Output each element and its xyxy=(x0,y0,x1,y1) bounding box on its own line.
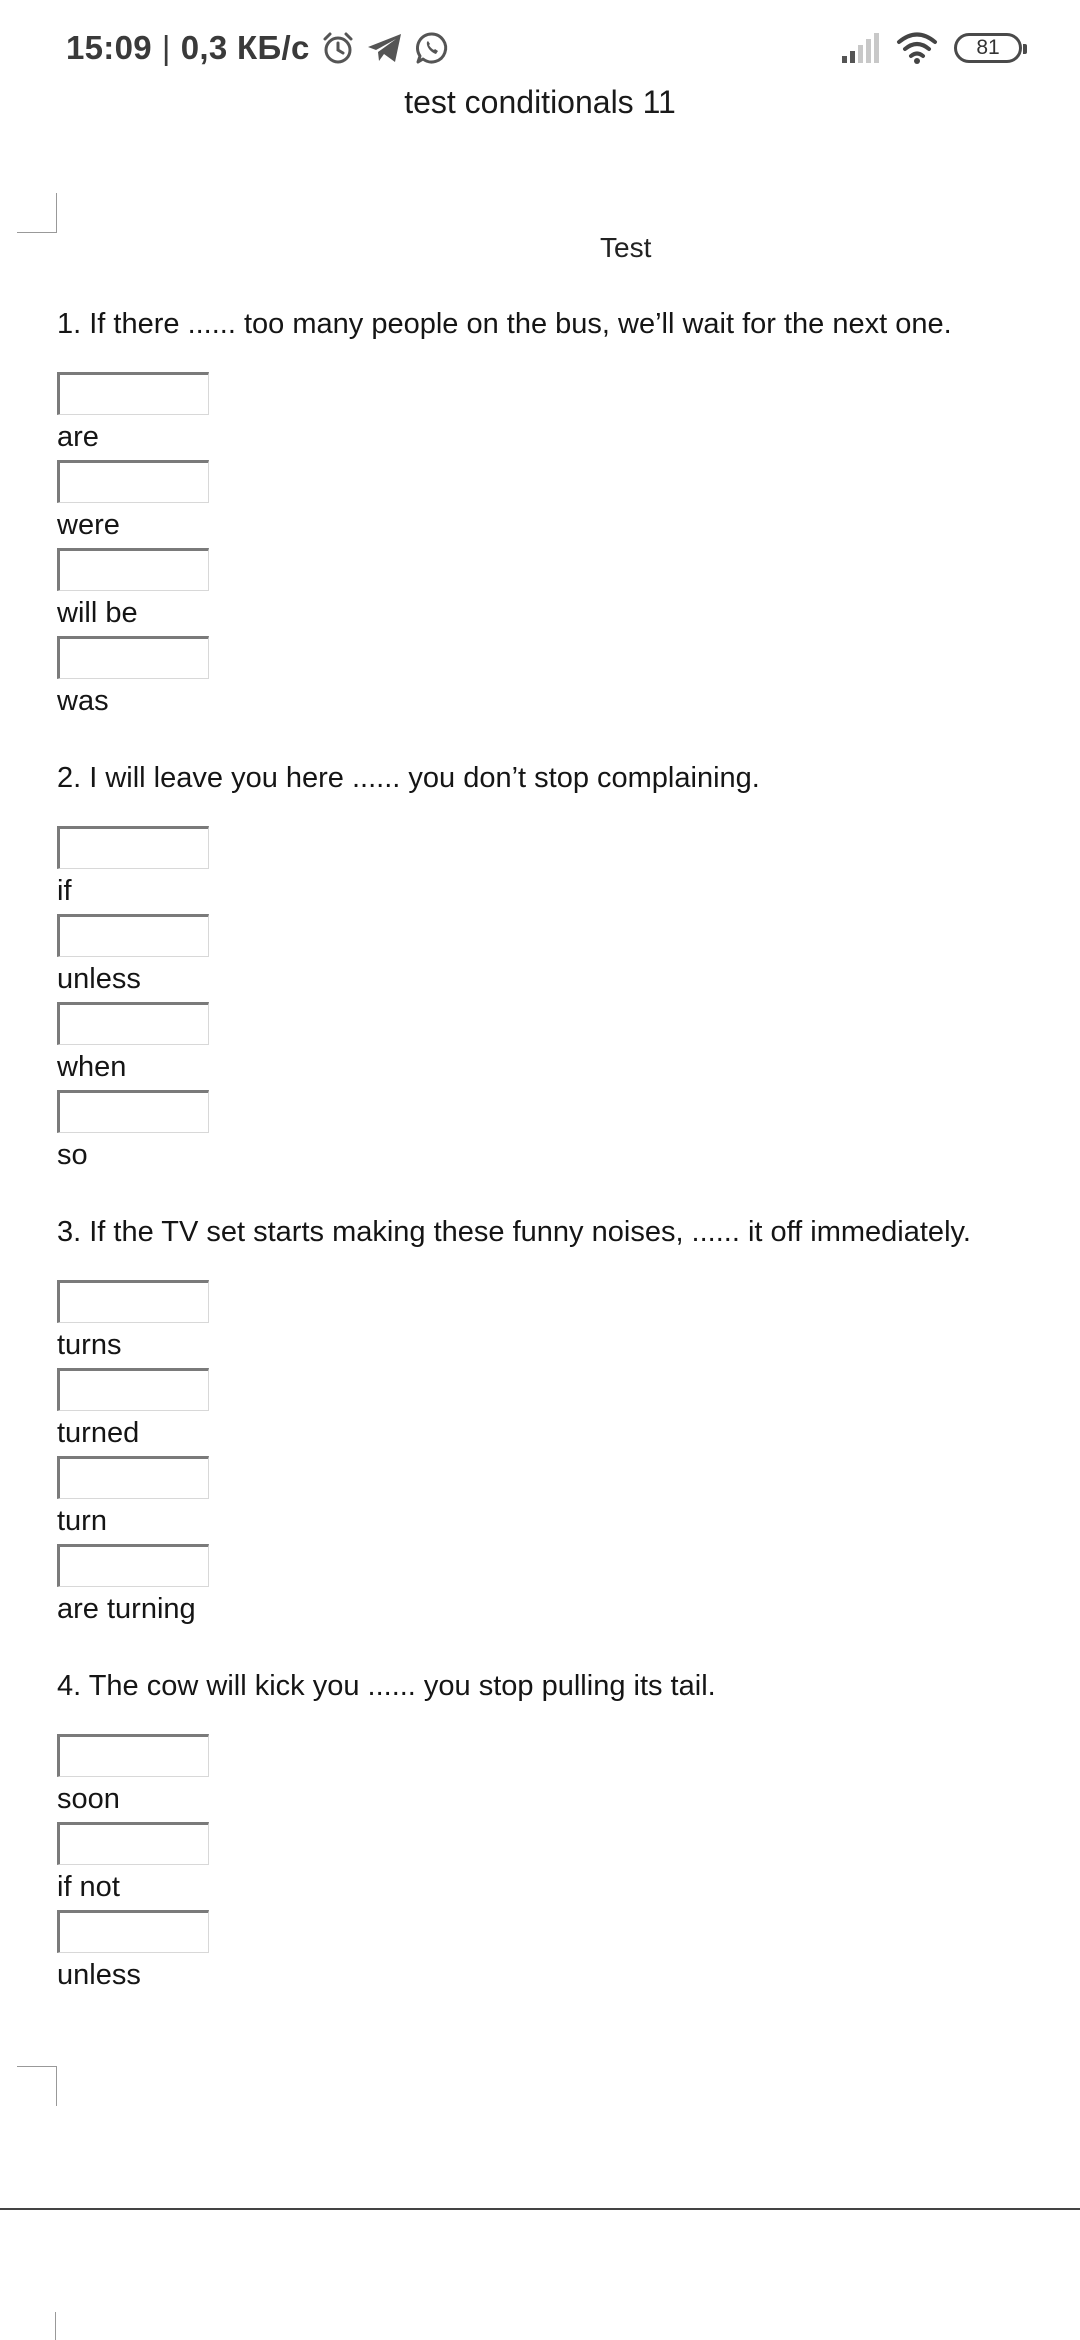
question-text: 3. If the TV set starts making these funny noises, ...... it off immediately. xyxy=(57,1216,971,1248)
option-label: turns xyxy=(57,1329,122,1361)
question-1 xyxy=(57,300,1072,724)
question-text: 1. If there ...... too many people on the bus, we’ll wait for the next one. xyxy=(57,308,952,340)
telegram-icon xyxy=(366,31,404,65)
option-label: if not xyxy=(57,1871,120,1903)
option xyxy=(57,826,1072,914)
question-text: 4. The cow will kick you ...... you stop pulling its tail. xyxy=(57,1670,716,1702)
answer-checkbox[interactable] xyxy=(57,826,209,869)
option-label: if xyxy=(57,875,72,907)
option-label: turned xyxy=(57,1417,140,1449)
status-separator: | xyxy=(161,29,171,66)
option-label: are turning xyxy=(57,1593,196,1625)
status-time: 15:09 xyxy=(66,29,152,66)
option xyxy=(57,372,1072,460)
option-label: so xyxy=(57,1139,88,1171)
option xyxy=(57,636,1072,724)
document-title: test conditionals 11 xyxy=(404,84,676,120)
wifi-icon xyxy=(896,31,938,65)
answer-checkbox[interactable] xyxy=(57,1280,209,1323)
option-label: are xyxy=(57,421,99,453)
option xyxy=(57,1910,1072,1998)
answer-checkbox[interactable] xyxy=(57,548,209,591)
page-divider xyxy=(0,2208,1080,2210)
option xyxy=(57,1002,1072,1090)
answer-checkbox[interactable] xyxy=(57,1734,209,1777)
answer-checkbox[interactable] xyxy=(57,1544,209,1587)
page-corner-mark-bottom xyxy=(17,2066,57,2106)
answer-checkbox[interactable] xyxy=(57,1002,209,1045)
option-label: will be xyxy=(57,597,138,629)
answer-checkbox[interactable] xyxy=(57,1910,209,1953)
status-left xyxy=(66,24,450,72)
option-label: soon xyxy=(57,1783,120,1815)
option xyxy=(57,1368,1072,1456)
options-list xyxy=(57,1280,1072,1632)
option-label: were xyxy=(57,509,120,541)
whatsapp-icon xyxy=(414,30,450,66)
answer-checkbox[interactable] xyxy=(57,372,209,415)
page-corner-mark-top xyxy=(17,193,57,233)
status-right xyxy=(840,24,1022,72)
signal-icon xyxy=(840,32,880,64)
option xyxy=(57,1734,1072,1822)
option-label: turn xyxy=(57,1505,107,1537)
test-content xyxy=(57,300,1072,2028)
answer-checkbox[interactable] xyxy=(57,1090,209,1133)
options-list xyxy=(57,826,1072,1178)
answer-checkbox[interactable] xyxy=(57,636,209,679)
alarm-icon xyxy=(320,30,356,66)
options-list xyxy=(57,372,1072,724)
option-label: was xyxy=(57,685,109,717)
next-page-corner-mark xyxy=(55,2312,56,2340)
question-text: 2. I will leave you here ...... you don’t stop complaining. xyxy=(57,762,760,794)
option-label: unless xyxy=(57,963,141,995)
answer-checkbox[interactable] xyxy=(57,1368,209,1411)
status-bar xyxy=(0,0,1080,96)
answer-checkbox[interactable] xyxy=(57,1822,209,1865)
screen: 15:09 | 0,3 КБ/с 81 test conditionals 11 Test 1. If there ...... too many people on the bus, we’ll wait for the next one. are were will be was 2. I will leave you here ...... you don’t stop complaining. if unless when so 3. If the TV set starts making these funny noises, ...... it off immediately. turns turned turn are turning 4. The cow will kick you ...... you stop pulling its tail. soon if not unless xyxy=(0,0,1080,2340)
question-2 xyxy=(57,754,1072,1178)
answer-checkbox[interactable] xyxy=(57,914,209,957)
option xyxy=(57,914,1072,1002)
question-4 xyxy=(57,1662,1072,1998)
options-list xyxy=(57,1734,1072,1998)
option xyxy=(57,548,1072,636)
battery-icon: 81 xyxy=(954,33,1022,63)
option-label: unless xyxy=(57,1959,141,1991)
option xyxy=(57,1280,1072,1368)
option xyxy=(57,1544,1072,1632)
answer-checkbox[interactable] xyxy=(57,460,209,503)
option xyxy=(57,1090,1072,1178)
question-3 xyxy=(57,1208,1072,1632)
network-speed: 0,3 КБ/с xyxy=(180,29,310,66)
option xyxy=(57,1456,1072,1544)
option xyxy=(57,1822,1072,1910)
answer-checkbox[interactable] xyxy=(57,1456,209,1499)
option-label: when xyxy=(57,1051,127,1083)
option xyxy=(57,460,1072,548)
